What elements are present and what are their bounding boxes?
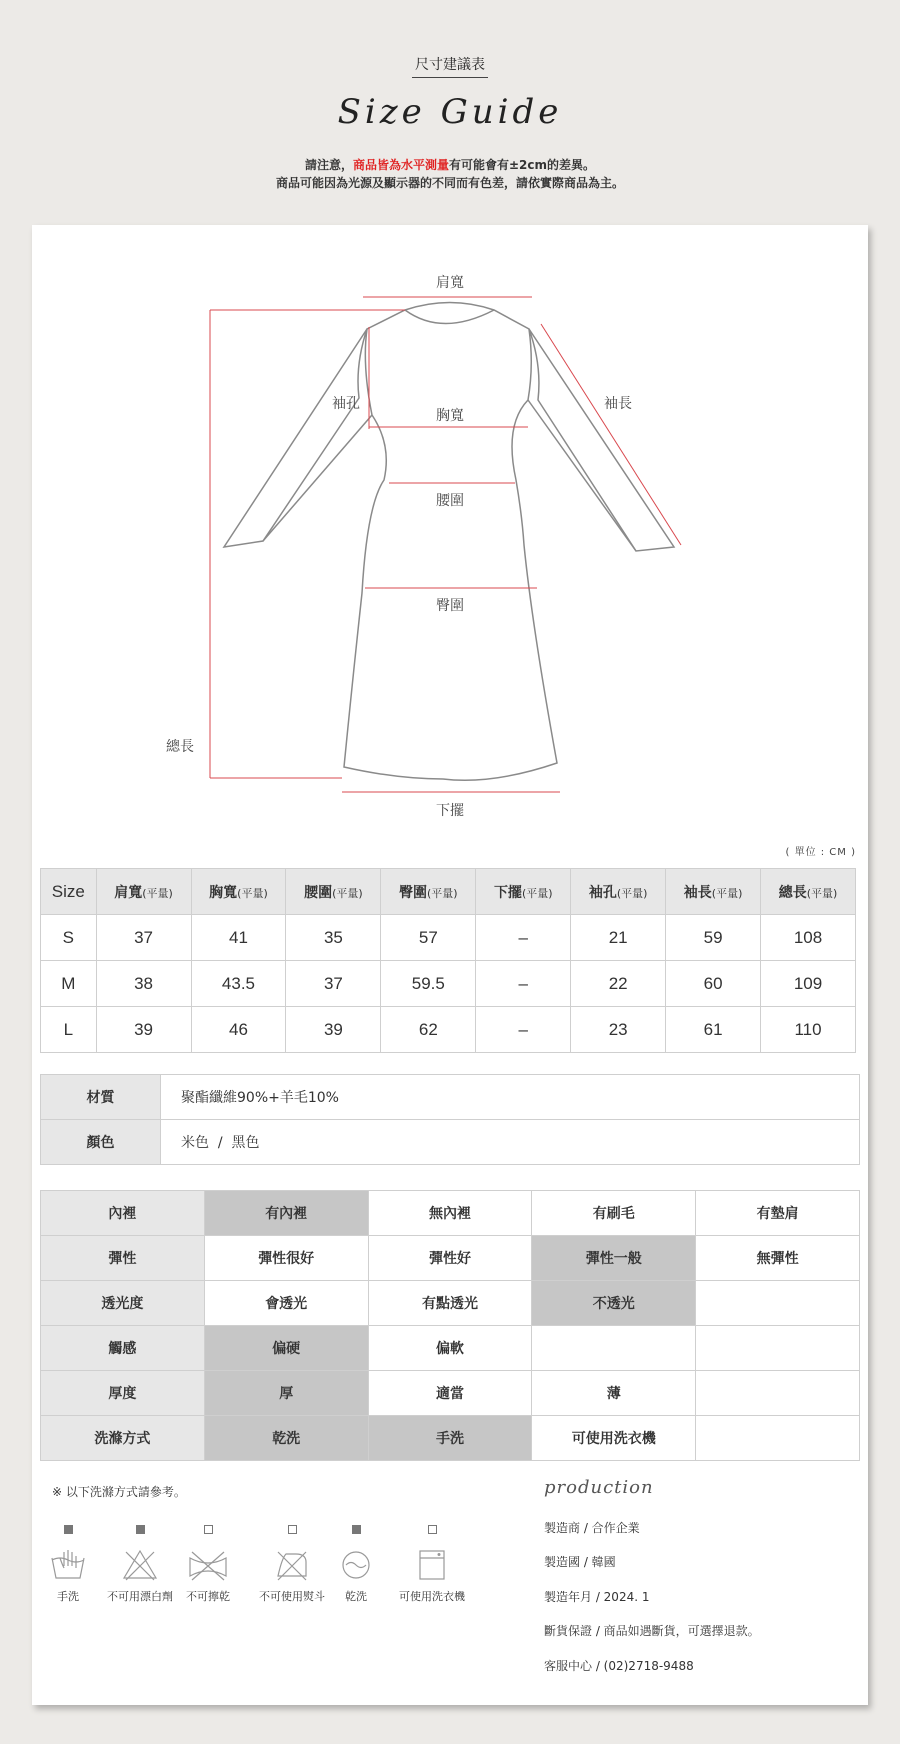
unchecked-mark (204, 1525, 213, 1534)
color-value: 米色 / 黑色 (161, 1120, 860, 1165)
feature-option (696, 1326, 860, 1371)
dry-clean-icon (341, 1548, 371, 1582)
measure-lines (210, 297, 681, 792)
color-row (41, 1120, 860, 1165)
feature-option: 厚 (204, 1371, 368, 1416)
label-length: 總長 (166, 739, 194, 755)
feature-option: 彈性好 (368, 1236, 532, 1281)
table-row (41, 1007, 856, 1053)
feature-option: 彈性很好 (204, 1236, 368, 1281)
dress-outline (224, 303, 674, 781)
label-hem: 下擺 (436, 803, 464, 819)
page-subtitle: 尺寸建議表 (0, 54, 900, 78)
value-cell: 59.5 (381, 961, 476, 1007)
value-cell: 60 (666, 961, 761, 1007)
label-sleeve: 袖長 (604, 396, 632, 412)
value-cell: 23 (571, 1007, 666, 1053)
feature-option (696, 1416, 860, 1461)
value-cell: – (476, 915, 571, 961)
features-table (40, 1190, 860, 1461)
value-cell: 43.5 (191, 961, 286, 1007)
notice-text: 請注意，商品皆為水平測量有可能會有±2cm的差異。 商品可能因為光源及顯示器的不同而有色差，請依實際商品為主。 (275, 158, 624, 190)
hand-wash-icon (50, 1548, 86, 1582)
unchecked-mark (288, 1525, 297, 1534)
value-cell: 22 (571, 961, 666, 1007)
feature-option: 有刷毛 (532, 1191, 696, 1236)
feature-option: 適當 (368, 1371, 532, 1416)
feature-option: 薄 (532, 1371, 696, 1416)
date-info: 製造年月 / 2024. 1 (544, 1590, 650, 1604)
feature-option: 乾洗 (204, 1416, 368, 1461)
label-chest: 胸寬 (436, 408, 464, 424)
feature-option: 可使用洗衣機 (532, 1416, 696, 1461)
feature-option: 不透光 (532, 1281, 696, 1326)
feature-option (532, 1326, 696, 1371)
care-item: 乾洗 (336, 1525, 376, 1604)
value-cell: 37 (286, 961, 381, 1007)
value-cell: – (476, 961, 571, 1007)
care-item: 可使用洗衣機 (392, 1525, 472, 1604)
care-item: 手洗 (36, 1525, 100, 1604)
feature-row-lining (41, 1191, 860, 1236)
feature-option: 無內裡 (368, 1191, 532, 1236)
feature-option: 手洗 (368, 1416, 532, 1461)
care-note: ※ 以下洗滌方式請參考。 (52, 1485, 186, 1499)
size-cell: M (41, 961, 97, 1007)
label-hip: 臀圍 (436, 598, 464, 614)
washing-machine-icon (417, 1548, 447, 1582)
feature-option: 有點透光 (368, 1281, 532, 1326)
label-armhole: 袖孔 (332, 396, 360, 412)
value-cell: 21 (571, 915, 666, 961)
feature-option (696, 1281, 860, 1326)
table-row (41, 915, 856, 961)
size-table (40, 868, 856, 1053)
feature-label: 觸感 (41, 1326, 205, 1371)
feature-option: 無彈性 (696, 1236, 860, 1281)
care-item: 不可擰乾 (178, 1525, 238, 1604)
value-cell: 62 (381, 1007, 476, 1053)
size-cell: L (41, 1007, 97, 1053)
page-title: Size Guide (337, 92, 563, 132)
feature-option: 彈性一般 (532, 1236, 696, 1281)
unchecked-mark (428, 1525, 437, 1534)
material-table (40, 1074, 860, 1165)
checked-mark (136, 1525, 145, 1534)
service-info: 客服中心 / (02)2718-9488 (544, 1659, 694, 1673)
feature-row-washing (41, 1416, 860, 1461)
size-guide-card (32, 225, 868, 1705)
value-cell: 110 (761, 1007, 856, 1053)
country-info: 製造國 / 韓國 (544, 1555, 616, 1569)
checked-mark (64, 1525, 73, 1534)
material-row (41, 1075, 860, 1120)
value-cell: – (476, 1007, 571, 1053)
notice-highlight: 商品皆為水平測量 (352, 158, 449, 172)
dress-diagram (32, 225, 868, 825)
care-item: 不可用漂白劑 (98, 1525, 182, 1604)
value-cell: 39 (96, 1007, 191, 1053)
col-header: 腰圍(平量) (286, 869, 381, 915)
feature-option (696, 1371, 860, 1416)
col-header: 臀圍(平量) (381, 869, 476, 915)
value-cell: 61 (666, 1007, 761, 1053)
production-title: production (544, 1477, 654, 1498)
feature-option: 有內裡 (204, 1191, 368, 1236)
col-header: 總長(平量) (761, 869, 856, 915)
feature-label: 透光度 (41, 1281, 205, 1326)
value-cell: 41 (191, 915, 286, 961)
value-cell: 108 (761, 915, 856, 961)
no-wring-icon (188, 1548, 228, 1582)
col-header: 肩寬(平量) (96, 869, 191, 915)
feature-option: 會透光 (204, 1281, 368, 1326)
size-header: Size (41, 869, 97, 915)
value-cell: 37 (96, 915, 191, 961)
checked-mark (352, 1525, 361, 1534)
col-header: 胸寬(平量) (191, 869, 286, 915)
unit-label: ( 單位 : CM ) (785, 847, 856, 858)
feature-row-transparency (41, 1281, 860, 1326)
value-cell: 39 (286, 1007, 381, 1053)
value-cell: 57 (381, 915, 476, 961)
label-shoulder: 肩寬 (436, 275, 464, 291)
feature-label: 厚度 (41, 1371, 205, 1416)
value-cell: 109 (761, 961, 856, 1007)
size-cell: S (41, 915, 97, 961)
feature-option: 偏軟 (368, 1326, 532, 1371)
feature-label: 內裡 (41, 1191, 205, 1236)
feature-option: 有墊肩 (696, 1191, 860, 1236)
care-item: 不可使用熨斗 (252, 1525, 332, 1604)
color-label: 顏色 (41, 1120, 161, 1165)
col-header: 下擺(平量) (476, 869, 571, 915)
material-value: 聚酯纖維90%+羊毛10% (161, 1075, 860, 1120)
feature-row-texture (41, 1326, 860, 1371)
value-cell: 35 (286, 915, 381, 961)
no-iron-icon (274, 1548, 310, 1582)
feature-label: 彈性 (41, 1236, 205, 1281)
size-table-header (41, 869, 856, 915)
guarantee-info: 斷貨保證 / 商品如遇斷貨，可選擇退款。 (544, 1624, 760, 1638)
material-label: 材質 (41, 1075, 161, 1120)
feature-row-elasticity (41, 1236, 860, 1281)
feature-option: 偏硬 (204, 1326, 368, 1371)
table-row (41, 961, 856, 1007)
value-cell: 46 (191, 1007, 286, 1053)
manufacturer-info: 製造商 / 合作企業 (544, 1521, 640, 1535)
feature-label: 洗滌方式 (41, 1416, 205, 1461)
value-cell: 38 (96, 961, 191, 1007)
value-cell: 59 (666, 915, 761, 961)
col-header: 袖長(平量) (666, 869, 761, 915)
label-waist: 腰圍 (436, 493, 464, 509)
no-bleach-icon (122, 1548, 158, 1582)
col-header: 袖孔(平量) (571, 869, 666, 915)
feature-row-thickness (41, 1371, 860, 1416)
